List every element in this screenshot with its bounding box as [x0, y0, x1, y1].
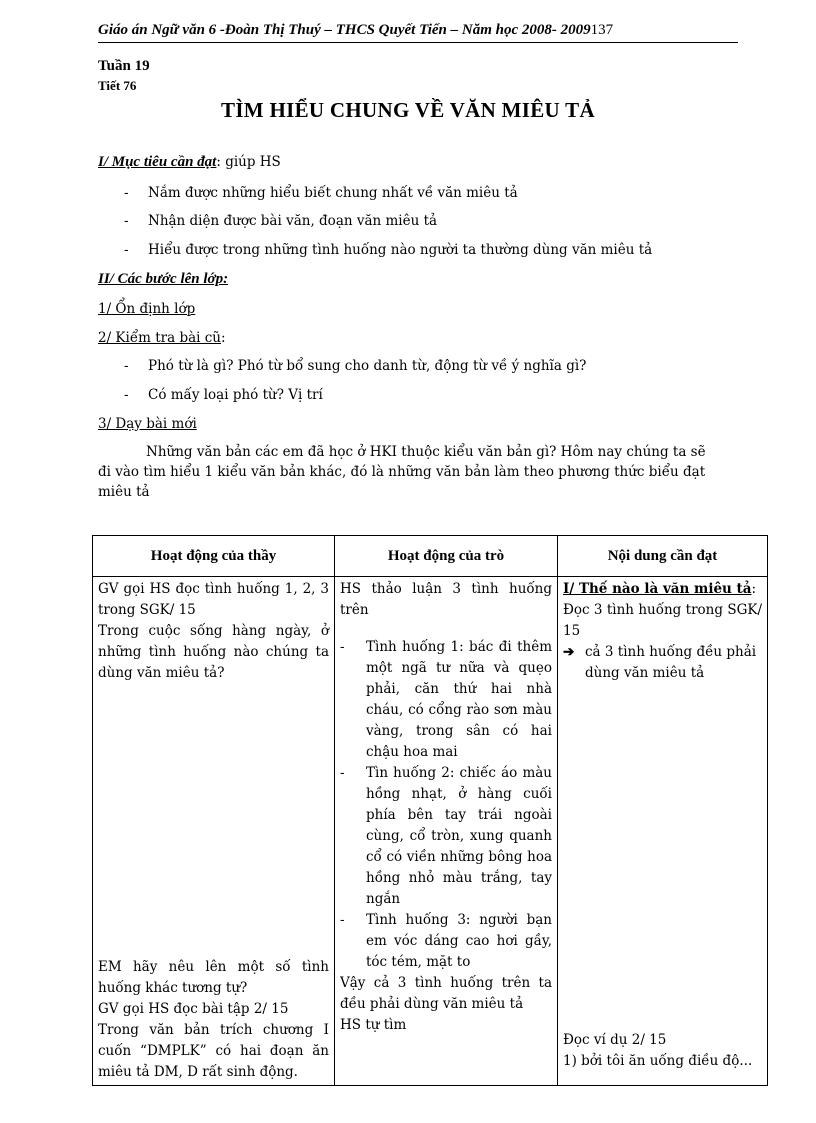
header-content: Nội dung cần đạt [558, 536, 768, 577]
list-item: - Tình huống 3: người bạn em vóc dáng cao hơi gầy, tóc tém, mặt to [340, 912, 552, 970]
step-2-line: 2/ Kiểm tra bài cũ: [98, 330, 226, 346]
lesson-title: TÌM HIỂU CHUNG VỀ VĂN MIÊU TẢ [221, 98, 595, 122]
student-cell: HS thảo luận 3 tình huống trên - Tình huống 1: bác đi thêm một ngã tư nữa và quẹo phải, căn thứ hai nhà cháu, có cổng rào sơn màu vàng, trong sân có hai chậu hoa mai - Tìn huống 2: chiếc áo màu hồng nhạt, ở hàng cuối phía bên tay trái ngoài cùng, cổ tròn, xung quanh cổ có viền những bông hoa hồng nhỏ màu trắng, tay ngắn - Tình huống 3: người bạn em vóc dáng cao hơi gầy, tóc tém, mặt to Vậy cả 3 tình huống trên ta đều phải dùng văn miêu tả HS tự tìm [335, 577, 558, 1086]
step-2: 2/ Kiểm tra bài cũ [98, 330, 222, 346]
step-3: 3/ Dạy bài mới [98, 416, 197, 432]
content-cell: I/ Thế nào là văn miêu tả: Đọc 3 tình huống trong SGK/ 15 ➔ cả 3 tình huống đều phải dùng văn miêu tả Đọc ví dụ 2/ 15 1) bởi tôi ăn uống điều độ... [558, 577, 768, 1086]
table-row [93, 577, 768, 1086]
list-item: - Tình huống 1: bác đi thêm một ngã tư nữa và quẹo phải, căn thứ hai nhà cháu, có cổng rào sơn màu vàng, trong sân có hai chậu hoa mai [340, 639, 552, 760]
steps-heading-line [98, 271, 228, 288]
objective-item: - Nhận diện được bài văn, đoạn văn miêu tả [124, 213, 438, 229]
objectives-heading: I/ Mục tiêu cần đạt [98, 154, 217, 170]
header-teacher: Hoạt động của thầy [93, 536, 335, 577]
page-number: 137 [590, 22, 614, 38]
list-item: - Tìn huống 2: chiếc áo màu hồng nhạt, ở hàng cuối phía bên tay trái ngoài cùng, cổ tròn, xung quanh cổ có viền những bông hoa hồng nhỏ màu trắng, tay ngắn [340, 765, 552, 907]
objective-item: - Nắm được những hiểu biết chung nhất về văn miêu tả [124, 185, 518, 201]
table-header-row [93, 536, 768, 577]
arrow-icon: ➔ [563, 644, 575, 660]
week-label: Tuần 19 [98, 58, 150, 74]
lesson-table [92, 535, 768, 1086]
teacher-cell: GV gọi HS đọc tình huống 1, 2, 3 trong SGK/ 15 Trong cuộc sống hàng ngày, ở những tình huống nào chúng ta dùng văn miêu tả? EM hãy nêu lên một số tình huống khác tương tự? GV gọi HS đọc bài tập 2/ 15 Trong văn bản trích chương I cuốn “DMPLK” có hai đoạn ăn miêu tả DM, D rất sinh động. [93, 577, 335, 1086]
step-1: 1/ Ổn định lớp [98, 301, 196, 317]
intro-paragraph: Những văn bản các em đã học ở HKI thuộc kiểu văn bản gì? Hôm nay chúng ta sẽ đi vào tìm hiểu 1 kiểu văn bản khác, đó là những văn bản làm theo phương thức biểu đạt miêu tả [98, 444, 706, 500]
header-text: Giáo án Ngữ văn 6 -Đoàn Thị Thuý – THCS Quyết Tiến – Năm học 2008- 2009 [98, 22, 591, 38]
page-header [98, 18, 738, 43]
objectives-suffix: : giúp HS [216, 154, 281, 170]
review-question: - Phó từ là gì? Phó từ bổ sung cho danh từ, động từ về ý nghĩa gì? [124, 358, 587, 374]
period-label: Tiết 76 [98, 78, 137, 93]
header-student: Hoạt động của trò [335, 536, 558, 577]
content-heading: I/ Thế nào là văn miêu tả [563, 581, 752, 597]
review-question: - Có mấy loại phó từ? Vị trí [124, 387, 323, 403]
objectives-heading-line [98, 154, 281, 171]
steps-heading: II/ Các bước lên lớp: [98, 271, 229, 287]
objective-item: - Hiểu được trong những tình huống nào người ta thường dùng văn miêu tả [124, 242, 653, 258]
